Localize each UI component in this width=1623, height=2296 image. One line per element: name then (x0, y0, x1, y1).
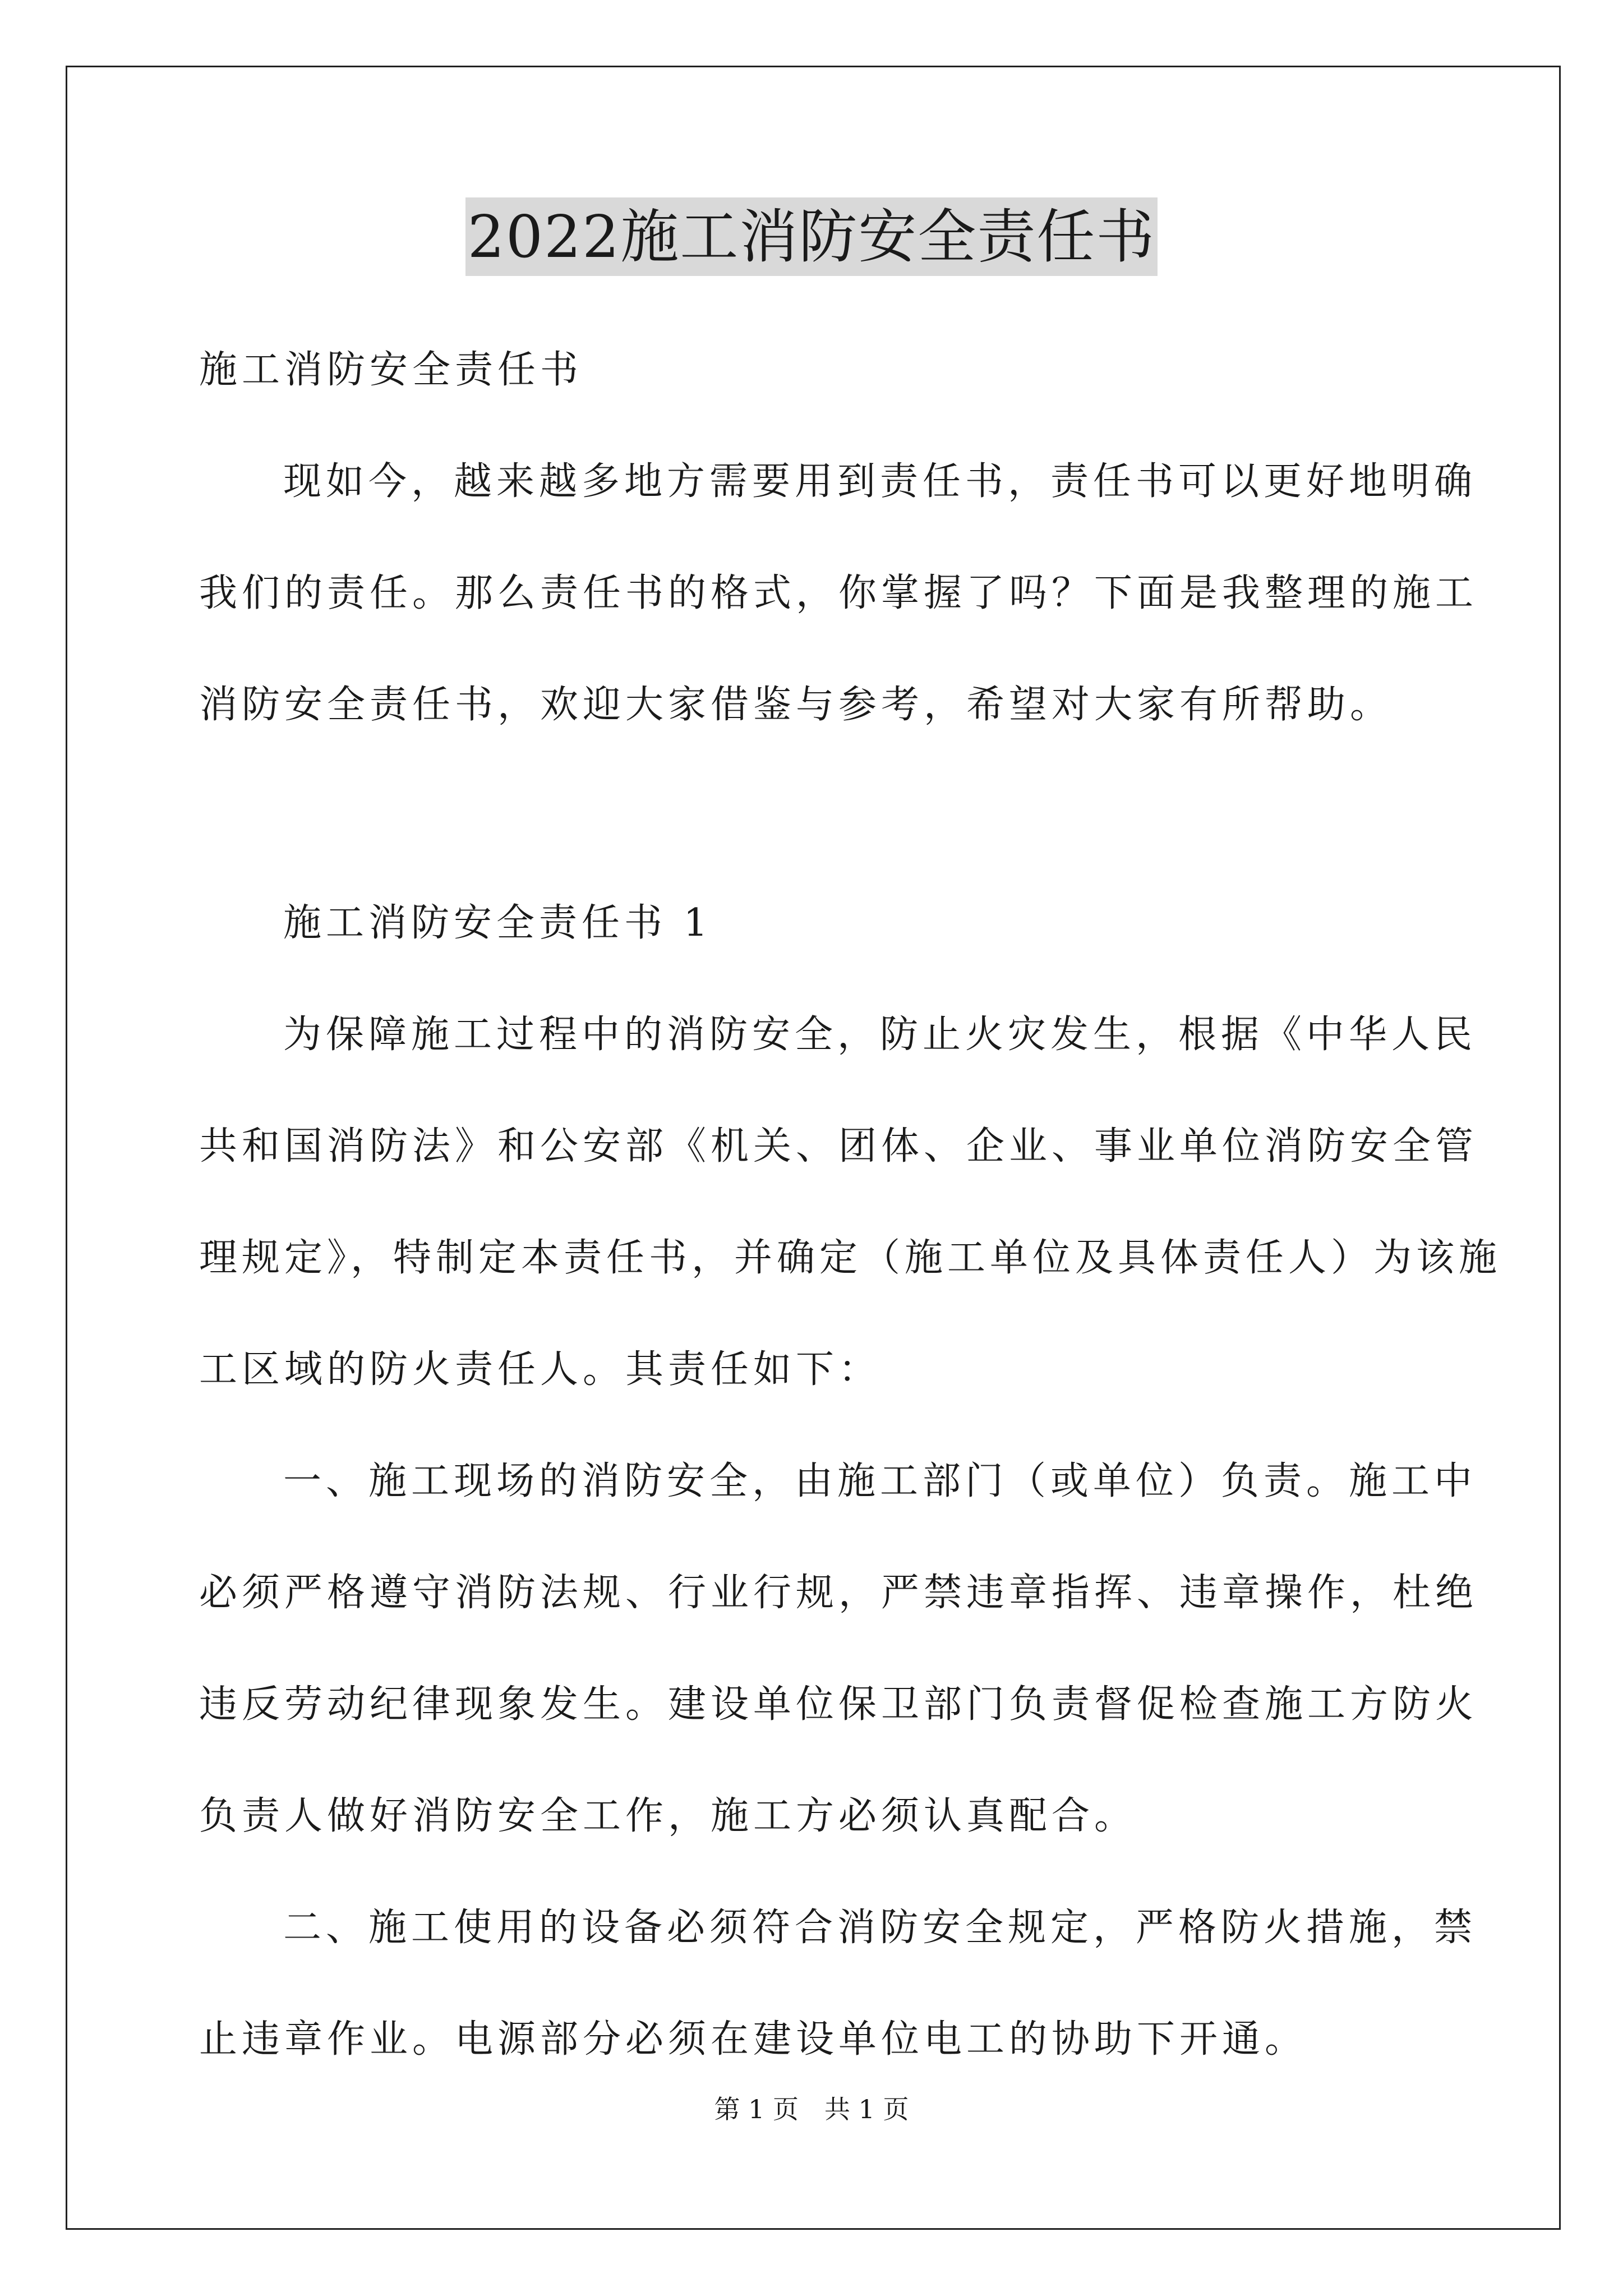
para2-line-1: 一、施工现场的消防安全，由施工部门（或单位）负责。施工中 (283, 1459, 1477, 1503)
para3-line-1: 二、施工使用的设备必须符合消防安全规定，严格防火措施，禁 (283, 1906, 1477, 1950)
intro-line-3: 消防安全责任书，欢迎大家借鉴与参考，希望对大家有所帮助。 (199, 683, 1393, 727)
title-container (0, 197, 1623, 276)
para1-line-3: 理规定》，特制定本责任书，并确定（施工单位及具体责任人）为该施 (199, 1236, 1502, 1280)
document-body (199, 314, 1502, 2095)
para1-line-1: 为保障施工过程中的消防安全，防止火灾发生，根据《中华人民 (283, 1013, 1477, 1057)
document-subtitle: 施工消防安全责任书 (199, 348, 583, 392)
para3-line-2: 止违章作业。电源部分必须在建设单位电工的协助下开通。 (199, 2017, 1308, 2062)
section-heading: 施工消防安全责任书 1 (283, 901, 712, 945)
intro-line-2: 我们的责任。那么责任书的格式，你掌握了吗？下面是我整理的施工 (199, 571, 1478, 615)
para2-line-4: 负责人做好消防安全工作，施工方必须认真配合。 (199, 1794, 1137, 1838)
section-spacer (199, 761, 1430, 867)
para1-line-2: 共和国消防法》和公安部《机关、团体、企业、事业单位消防安全管 (199, 1124, 1478, 1168)
document-title: 2022施工消防安全责任书 (465, 197, 1158, 276)
para1-line-4: 工区域的防火责任人。其责任如下： (199, 1347, 882, 1392)
para2-line-2: 必须严格遵守消防法规、行业行规，严禁违章指挥、违章操作，杜绝 (199, 1571, 1478, 1615)
page-number: 第 1 页 共 1 页 (714, 2094, 909, 2124)
para2-line-3: 违反劳动纪律现象发生。建设单位保卫部门负责督促检查施工方防火 (199, 1682, 1478, 1727)
page-footer (0, 2092, 1623, 2126)
intro-line-1: 现如今，越来越多地方需要用到责任书，责任书可以更好地明确 (283, 459, 1477, 504)
